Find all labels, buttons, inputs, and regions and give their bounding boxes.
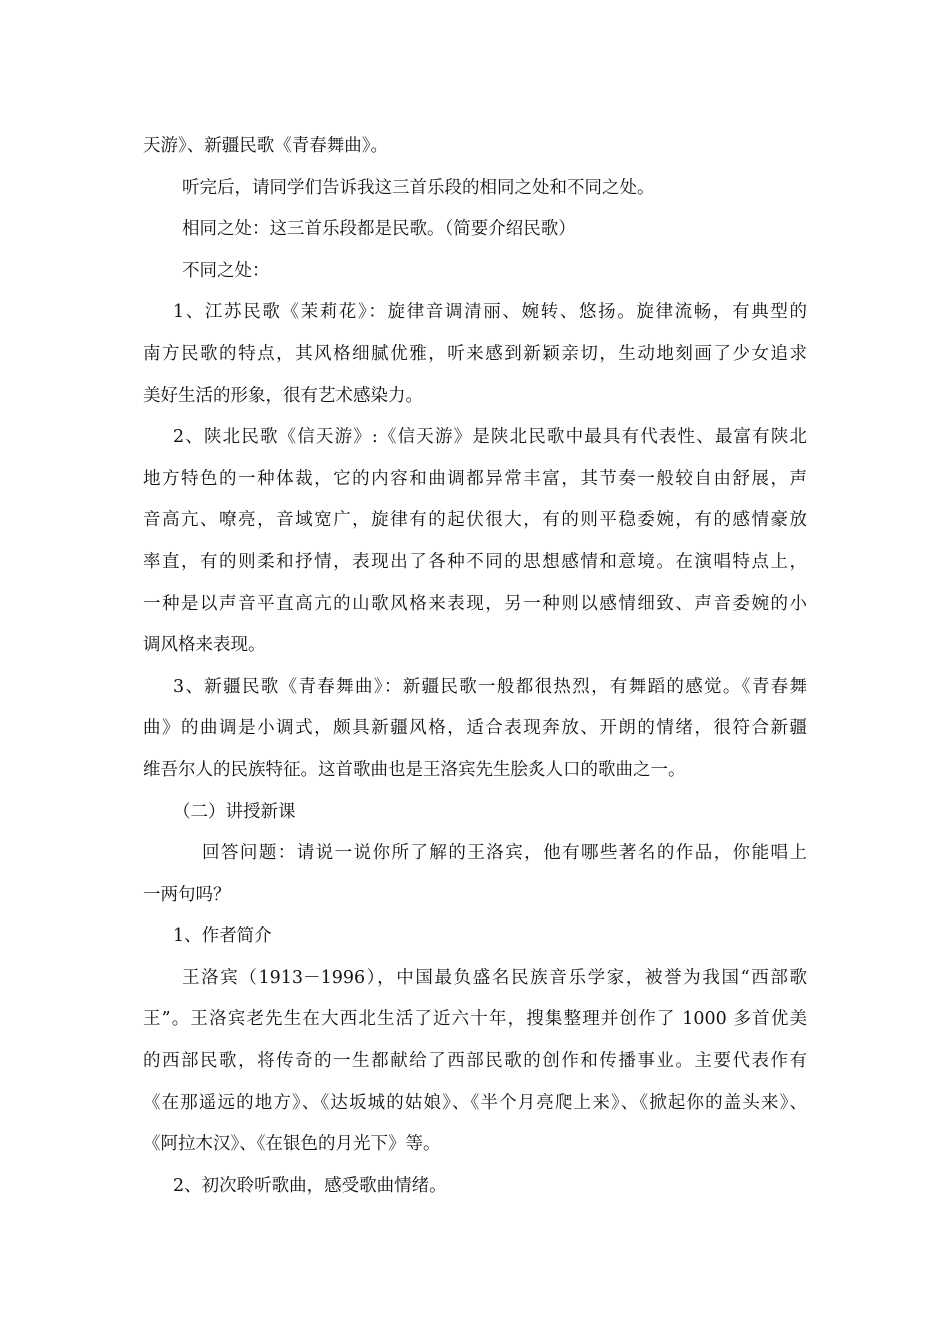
text-line-7: 美好生活的形象，很有艺术感染力。 — [143, 385, 423, 406]
text-line-6: 南方民歌的特点，其风格细腻优雅，听来感到新颖亲切，生动地刻画了少女追求 — [143, 343, 807, 364]
text-line-3: 相同之处：这三首乐段都是民歌。（简要介绍民歌） — [182, 219, 576, 240]
text-line-4: 不同之处： — [182, 260, 270, 281]
text-line-8: 2、陕北民歌《信天游》:《信天游》是陕北民歌中最具有代表性、最富有陕北 — [173, 427, 807, 448]
text-line-18: 回答问题：请说一说你所了解的王洛宾，他有哪些著名的作品，你能唱上 — [202, 843, 807, 864]
subheading-author-intro: 1、作者简介 — [173, 926, 272, 947]
text-line-16: 维吾尔人的民族特征。这首歌曲也是王洛宾先生脍炙人口的歌曲之一。 — [143, 759, 686, 780]
text-line-11: 率直，有的则柔和抒情，表现出了各种不同的思想感情和意境。在演唱特点上， — [143, 551, 807, 572]
text-line-25: 《阿拉木汉》、《在银色的月光下》等。 — [143, 1134, 441, 1155]
text-line-21: 王洛宾（1913－1996），中国最负盛名民族音乐学家，被誉为我国“西部歌 — [182, 967, 807, 988]
text-line-19: 一两句吗？ — [143, 884, 231, 905]
text-line-24: 《在那遥远的地方》、《达坂城的姑娘》、《半个月亮爬上来》、《掀起你的盖头来》、 — [143, 1092, 807, 1113]
text-line-12: 一种是以声音平直高亢的山歌风格来表现，另一种则以感情细致、声音委婉的小 — [143, 593, 807, 614]
text-line-10: 音高亢、嘹亮，音域宽广，旋律有的起伏很大，有的则平稳委婉，有的感情豪放 — [143, 510, 807, 531]
subheading-first-listen: 2、初次聆听歌曲，感受歌曲情绪。 — [173, 1175, 447, 1196]
text-line-22: 王”。王洛宾老先生在大西北生活了近六十年，搜集整理并创作了 1000 多首优美 — [143, 1009, 807, 1030]
text-line-5: 1、江苏民歌《茉莉花》：旋律音调清丽、婉转、悠扬。旋律流畅，有典型的 — [173, 302, 807, 323]
document-body — [143, 126, 807, 1207]
text-line-15: 曲》的曲调是小调式，颇具新疆风格，适合表现奔放、开朗的情绪，很符合新疆 — [143, 718, 807, 739]
text-line-23: 的西部民歌，将传奇的一生都献给了西部民歌的创作和传播事业。主要代表作有 — [143, 1051, 807, 1072]
text-line-2: 听完后，请同学们告诉我这三首乐段的相同之处和不同之处。 — [182, 177, 655, 198]
text-line-13: 调风格来表现。 — [143, 635, 266, 656]
section-heading: （二）讲授新课 — [173, 801, 296, 822]
text-line-9: 地方特色的一种体裁，它的内容和曲调都异常丰富，其节奏一般较自由舒展，声 — [143, 468, 807, 489]
text-line-1: 天游》、新疆民歌《青春舞曲》。 — [143, 136, 388, 156]
text-line-14: 3、新疆民歌《青春舞曲》：新疆民歌一般都很热烈，有舞蹈的感觉。《青春舞 — [173, 676, 807, 697]
